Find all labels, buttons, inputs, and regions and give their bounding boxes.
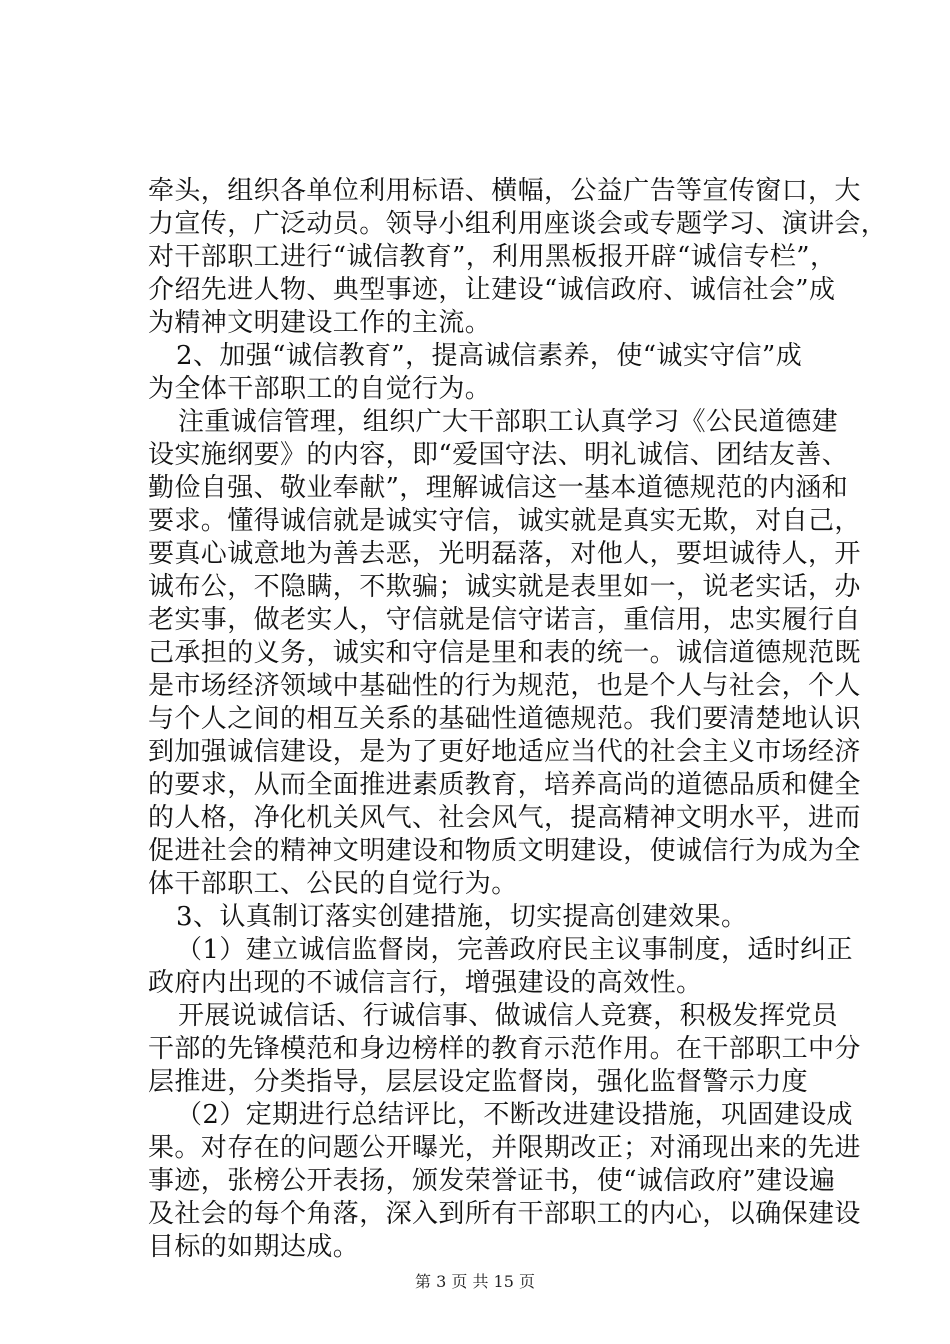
body-text-line: 及社会的每个角落，深入到所有干部职工的内心，以确保建设	[148, 1199, 861, 1229]
section-heading-2: 2、加强“诚信教育”，提高诚信素养，使“诚实守信”成	[176, 341, 803, 371]
body-text-line: 为精神文明建设工作的主流。	[148, 308, 492, 338]
body-text-line: 力宣传，广泛动员。领导小组利用座谈会或专题学习、演讲会，	[148, 209, 888, 239]
body-text-line: 事迹，张榜公开表扬，颁发荣誉证书，使“诚信政府”建设遍	[148, 1166, 836, 1196]
body-text-line: 注重诚信管理，组织广大干部职工认真学习《公民道德建	[178, 407, 839, 437]
body-text-line: 到加强诚信建设，是为了更好地适应当代的社会主义市场经济	[148, 737, 861, 767]
body-text-line: 诚布公，不隐瞒，不欺骗；诚实就是表里如一，说老实话，办	[148, 572, 861, 602]
body-text-line: 开展说诚信话、行诚信事、做诚信人竞赛，积极发挥党员	[178, 1001, 839, 1031]
body-text-line: 己承担的义务，诚实和守信是里和表的统一。诚信道德规范既	[148, 638, 861, 668]
body-text-line: （2）定期进行总结评比，不断改进建设措施，巩固建设成	[176, 1100, 853, 1130]
body-text-line: 政府内出现的不诚信言行，增强建设的高效性。	[148, 968, 703, 998]
body-text-line: 体干部职工、公民的自觉行为。	[148, 869, 518, 899]
body-text-line: 是市场经济领域中基础性的行为规范，也是个人与社会，个人	[148, 671, 861, 701]
body-text-line: 设实施纲要》的内容，即“爱国守法、明礼诚信、团结友善、	[148, 440, 849, 470]
body-text-line: 介绍先进人物、典型事迹，让建设“诚信政府、诚信社会”成	[148, 275, 836, 305]
body-text-line: 果。对存在的问题公开曝光，并限期改正；对涌现出来的先进	[148, 1133, 861, 1163]
body-text-line: 对干部职工进行“诚信教育”，利用黑板报开辟“诚信专栏”，	[148, 242, 837, 272]
body-text-line: 的要求，从而全面推进素质教育，培养高尚的道德品质和健全	[148, 770, 861, 800]
section-heading-3: 3、认真制订落实创建措施，切实提高创建效果。	[176, 902, 748, 932]
body-text-line: 层推进，分类指导，层层设定监督岗，强化监督警示力度	[148, 1067, 809, 1097]
body-text-line: 勤俭自强、敬业奉献”，理解诚信这一基本道德规范的内涵和	[148, 473, 849, 503]
body-text-line: 干部的先锋模范和身边榜样的教育示范作用。在干部职工中分	[148, 1034, 861, 1064]
body-text-line: 为全体干部职工的自觉行为。	[148, 374, 492, 404]
page-number-footer: 第 3 页 共 15 页	[415, 1272, 535, 1291]
body-text-line: （1）建立诚信监督岗，完善政府民主议事制度，适时纠正	[176, 935, 853, 965]
body-text-line: 要求。懂得诚信就是诚实守信，诚实就是真实无欺，对自己，	[148, 506, 861, 536]
body-text-line: 与个人之间的相互关系的基础性道德规范。我们要清楚地认识	[148, 704, 861, 734]
body-text-line: 老实事，做老实人，守信就是信守诺言，重信用，忠实履行自	[148, 605, 861, 635]
body-text-line: 牵头，组织各单位利用标语、横幅，公益广告等宣传窗口，大	[148, 176, 861, 206]
body-text-line: 促进社会的精神文明建设和物质文明建设，使诚信行为成为全	[148, 836, 861, 866]
body-text-line: 要真心诚意地为善去恶，光明磊落，对他人，要坦诚待人，开	[148, 539, 861, 569]
body-text-line: 目标的如期达成。	[148, 1232, 360, 1262]
body-text-line: 的人格，净化机关风气、社会风气，提高精神文明水平，进而	[148, 803, 861, 833]
